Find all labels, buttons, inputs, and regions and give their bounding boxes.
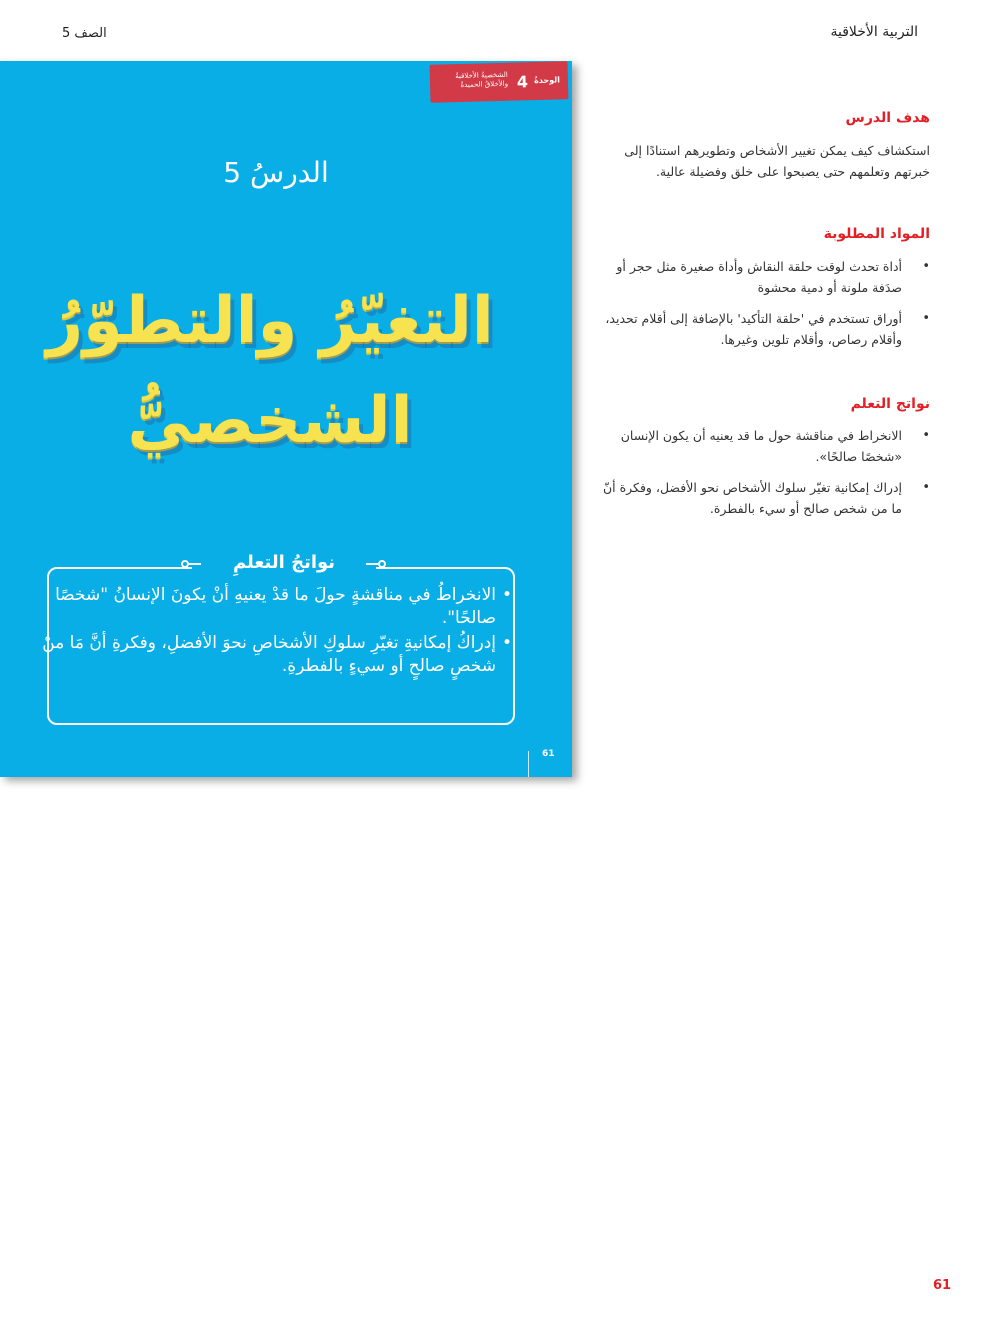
list-item: • الانخراطُ في مناقشةٍ حولَ ما قدْ يعنيهِ أنْ يكونَ الإنسانُ "شخصًا صالحًا". [41, 584, 496, 630]
outcomes-list [41, 584, 512, 680]
header-subject: التربية الأخلاقية [830, 24, 918, 40]
thumbnail-page-number: 61 [542, 749, 555, 759]
box-dot-left [181, 560, 189, 568]
unit-tag [430, 61, 569, 103]
list-item: • إدراكُ إمكانيةِ تغيّرِ سلوكِ الأشخاصِ نحوَ الأفضلِ، وفكرةِ أنَّ مَا منْ شخصٍ صالحٍ أو سيءٍ بالفطرةِ. [41, 632, 496, 678]
unit-name: الشخصيةُ الأخلاقيةُ والأخلاقُ الحميدةُ [455, 70, 509, 90]
lesson-title: التغيّرُ والتطوّرُ الشخصيُّ [46, 284, 494, 458]
list-item: • أوراق تستخدم في 'حلقة التأكيد' بالإضافة إلى أقلام تحديد، وأقلام رصاص، وأقلام تلوين وغيرها. [602, 308, 902, 350]
materials-list [602, 256, 902, 360]
lesson-goal-text: استكشاف كيف يمكن تغيير الأشخاص وتطويرهم استنادًا إلى خبرتهم وتعلمهم حتى يصبحوا على خلق وفضيلة عالية. [624, 143, 930, 179]
box-line-right [366, 563, 378, 565]
lesson-number: الدرسُ 5 [223, 156, 329, 189]
unit-label: الوحدةُ [533, 75, 561, 86]
outcomes-title-wrap [192, 551, 376, 577]
outcomes-list-main [602, 425, 902, 529]
list-item: • أداة تحدث لوقت حلقة النقاش وأداة صغيرة مثل حجر أو صدَفة ملونة أو دمية محشوة [602, 256, 902, 298]
lesson-cover-thumbnail [0, 61, 572, 777]
lesson-goal-heading: هدف الدرس [845, 110, 930, 126]
list-item: • الانخراط في مناقشة حول ما قد يعنيه أن يكون الإنسان «شخصًا صالحًا». [602, 425, 902, 467]
materials-heading: المواد المطلوبة [823, 226, 930, 242]
outcomes-title: نواتجُ التعلمِ [232, 552, 336, 573]
box-dot-right [378, 560, 386, 568]
page-number: 61 [933, 1278, 952, 1293]
page-divider [528, 751, 529, 777]
unit-number: 4 [516, 72, 529, 92]
header-grade: الصف 5 [62, 26, 107, 41]
box-line-left [189, 563, 201, 565]
list-item: • إدراك إمكانية تغيّر سلوك الأشخاص نحو الأفضل، وفكرة أنّ ما من شخص صالح أو سيء بالفطرة. [602, 477, 902, 519]
outcomes-heading: نواتج التعلم [850, 396, 930, 412]
